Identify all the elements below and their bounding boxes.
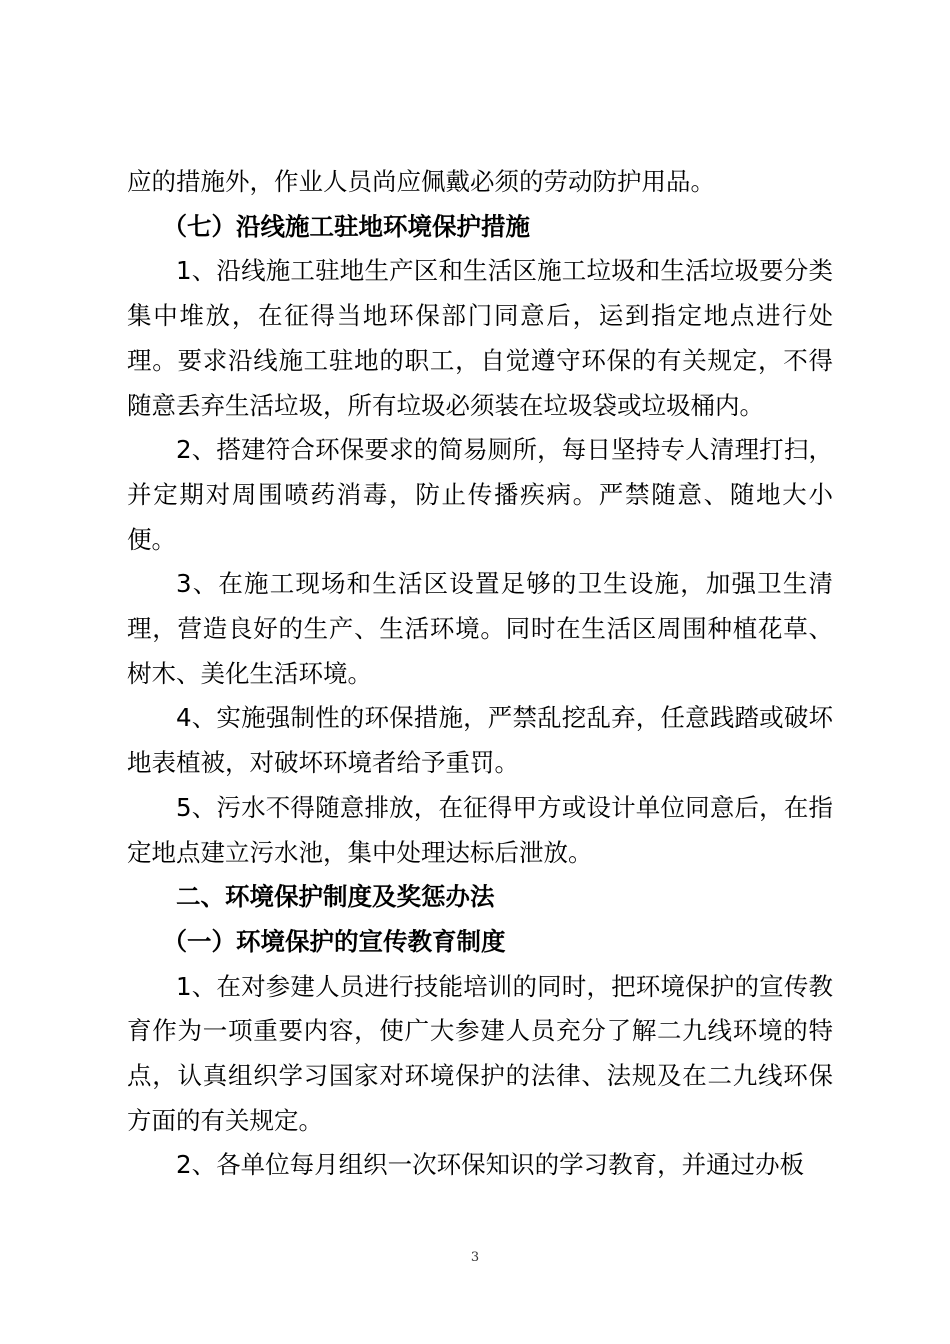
body-paragraph: 5、污水不得随意排放，在征得甲方或设计单位同意后，在指定地点建立污水池，集中处理达标后泄放。 [127,792,833,867]
body-paragraph: 1、在对参建人员进行技能培训的同时，把环境保护的宣传教育作为一项重要内容，使广大参建人员充分了解二九线环境的特点，认真组织学习国家对环境保护的法律、法规及在二九线环保方面的有关规定。 [127,971,833,1135]
body-paragraph: 应的措施外，作业人员尚应佩戴必须的劳动防护用品。 [127,167,715,196]
page-number: 3 [470,1250,480,1265]
section-heading: 二、环境保护制度及奖惩办法 [176,882,495,912]
body-paragraph: 3、在施工现场和生活区设置足够的卫生设施，加强卫生清理，营造良好的生产、生活环境。同时在生活区周围种植花草、树木、美化生活环境。 [127,569,833,688]
body-paragraph: 2、搭建符合环保要求的简易厕所，每日坚持专人清理打扫，并定期对周围喷药消毒，防止传播疾病。严禁随意、随地大小便。 [127,435,833,554]
document-body [127,160,833,1188]
section-heading: （七）沿线施工驻地环境保护措施 [162,211,531,241]
body-paragraph: 1、沿线施工驻地生产区和生活区施工垃圾和生活垃圾要分类集中堆放，在征得当地环保部门同意后，运到指定地点进行处理。要求沿线施工驻地的职工，自觉遵守环保的有关规定，不得随意丢弃生活垃圾，所有垃圾必须装在垃圾袋或垃圾桶内。 [127,256,833,420]
body-paragraph: 2、各单位每月组织一次环保知识的学习教育，并通过办板 [176,1150,805,1180]
section-heading: （一）环境保护的宣传教育制度 [162,926,506,956]
body-paragraph: 4、实施强制性的环保措施，严禁乱挖乱弃，任意践踏或破坏地表植被，对破坏环境者给予重罚。 [127,703,833,778]
